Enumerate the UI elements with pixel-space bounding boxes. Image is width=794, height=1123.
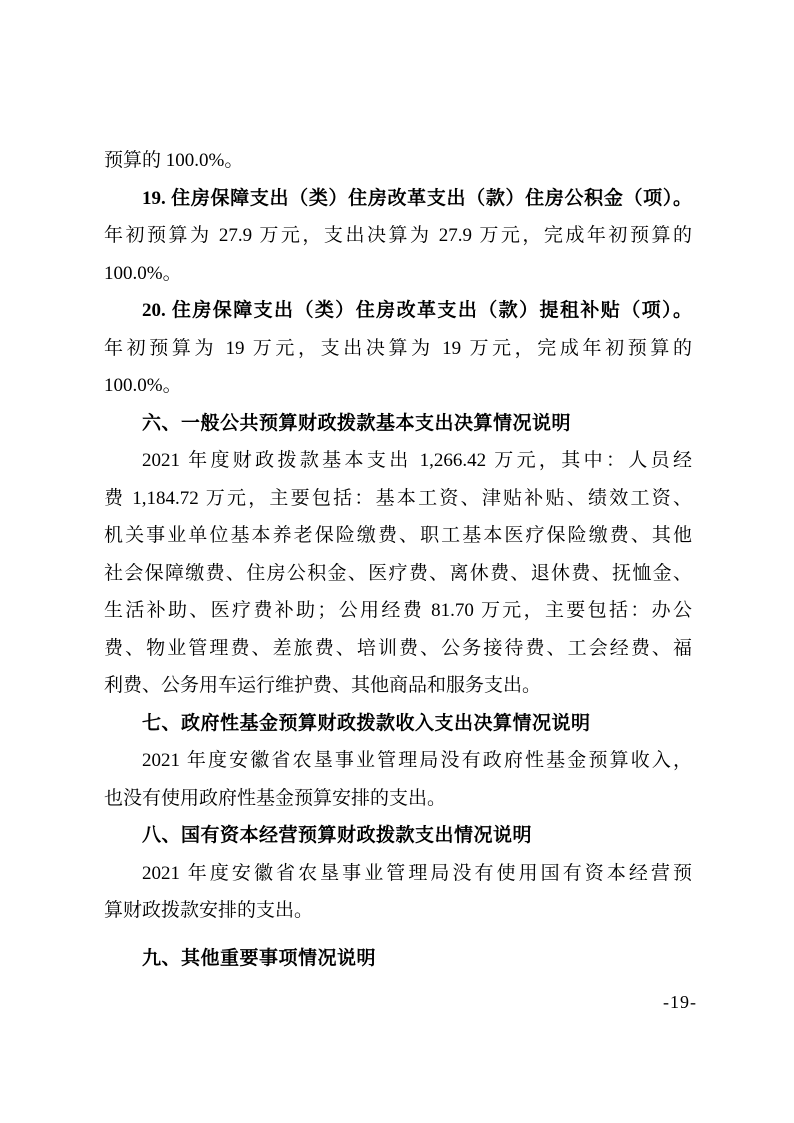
- doc-line-sec8-1: 2021 年度安徽省农垦事业管理局没有使用国有资本经营预: [142, 862, 692, 884]
- section-heading-7: 七、政府性基金预算财政拨款收入支出决算情况说明: [142, 712, 591, 734]
- page-number: -19-: [663, 992, 697, 1012]
- document-body: [104, 142, 692, 977]
- item-20-heading: 20. 住房保障支出（类）住房改革支出（款）提租补贴（项）。: [142, 300, 692, 321]
- doc-line-item-19-pct: 100.0%。: [104, 262, 182, 284]
- section-heading-9: 九、其他重要事项情况说明: [142, 947, 377, 969]
- doc-line-sec7-2: 也没有使用政府性基金预算安排的支出。: [104, 787, 447, 809]
- section-heading-8: 八、国有资本经营预算财政拨款支出情况说明: [142, 825, 533, 846]
- doc-line-item-19-body: 年初预算为 27.9 万元，支出决算为 27.9 万元，完成年初预算的: [104, 225, 692, 246]
- doc-line-budget-pct: 预算的 100.0%。: [104, 150, 244, 171]
- doc-line-sec6-6: 费、物业管理费、差旅费、培训费、公务接待费、工会经费、福: [104, 637, 692, 659]
- doc-line-sec8-2: 算财政拨款安排的支出。: [104, 900, 314, 921]
- doc-line-sec6-4: 社会保障缴费、住房公积金、医疗费、离休费、退休费、抚恤金、: [104, 562, 692, 584]
- doc-line-sec6-1: 2021 年度财政拨款基本支出 1,266.42 万元，其中：人员经: [142, 450, 692, 471]
- doc-line-item-20-pct: 100.0%。: [104, 375, 182, 396]
- doc-line-item-20-body: 年初预算为 19 万元，支出决算为 19 万元，完成年初预算的: [104, 337, 692, 359]
- doc-line-sec6-7: 利费、公务用车运行维护费、其他商品和服务支出。: [104, 675, 542, 696]
- section-heading-6: 六、一般公共预算财政拨款基本支出决算情况说明: [142, 412, 572, 434]
- item-19-heading: 19. 住房保障支出（类）住房改革支出（款）住房公积金（项）。: [142, 187, 692, 209]
- doc-line-sec6-5: 生活补助、医疗费补助；公用经费 81.70 万元，主要包括：办公: [104, 600, 692, 621]
- doc-line-sec6-2: 费 1,184.72 万元，主要包括：基本工资、津贴补贴、绩效工资、: [104, 487, 692, 509]
- doc-line-sec6-3: 机关事业单位基本养老保险缴费、职工基本医疗保险缴费、其他: [104, 525, 692, 546]
- doc-line-sec7-1: 2021 年度安徽省农垦事业管理局没有政府性基金预算收入，: [142, 750, 692, 771]
